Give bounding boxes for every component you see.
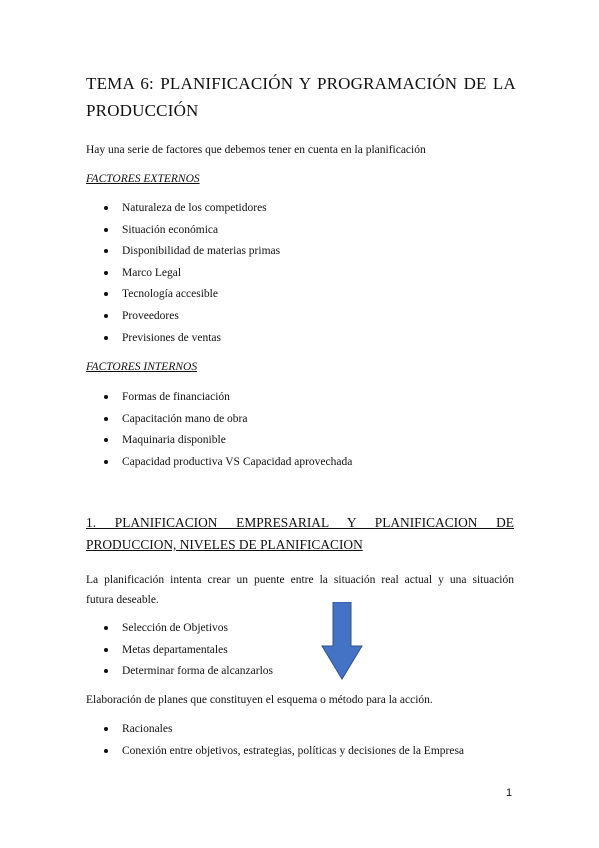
list-item: Situación económica [86, 223, 280, 245]
list-item: Marco Legal [86, 266, 280, 288]
external-factors-list [86, 201, 280, 352]
section-paragraph-line-2: futura deseable. [86, 594, 159, 606]
internal-factors-heading: FACTORES INTERNOS [86, 361, 198, 373]
objectives-list [86, 621, 273, 686]
list-item: Capacitación mano de obra [86, 412, 352, 434]
title-line-1: TEMA 6: PLANIFICACIÓN Y PROGRAMACIÓN DE LA [86, 74, 516, 93]
list-item: Disponibilidad de materias primas [86, 244, 280, 266]
plans-list [86, 722, 464, 765]
section-heading-line-2: PRODUCCION, NIVELES DE PLANIFICACION [86, 537, 363, 552]
section-heading [86, 512, 514, 556]
section-paragraph-line-1: La planificación intenta crear un puente entre la situación real actual y una situación [86, 574, 514, 586]
list-item: Racionales [86, 722, 464, 744]
down-arrow-icon [321, 602, 363, 680]
list-item: Previsiones de ventas [86, 331, 280, 353]
list-item: Selección de Objetivos [86, 621, 273, 643]
list-item: Conexión entre objetivos, estrategias, políticas y decisiones de la Empresa [86, 744, 464, 766]
list-item: Formas de financiación [86, 390, 352, 412]
title-line-2: PRODUCCIÓN [86, 101, 199, 120]
list-item: Proveedores [86, 309, 280, 331]
plans-paragraph: Elaboración de planes que constituyen el esquema o método para la acción. [86, 694, 433, 706]
external-factors-heading: FACTORES EXTERNOS [86, 173, 200, 185]
list-item: Maquinaria disponible [86, 433, 352, 455]
section-paragraph [86, 570, 514, 610]
intro-paragraph: Hay una serie de factores que debemos tener en cuenta en la planificación [86, 144, 426, 156]
internal-factors-list [86, 390, 352, 476]
list-item: Naturaleza de los competidores [86, 201, 280, 223]
list-item: Capacidad productiva VS Capacidad aprovechada [86, 455, 352, 477]
page-number: 1 [506, 787, 513, 799]
list-item: Tecnología accesible [86, 287, 280, 309]
list-item: Metas departamentales [86, 643, 273, 665]
list-item: Determinar forma de alcanzarlos [86, 664, 273, 686]
page-title [86, 70, 516, 124]
section-heading-line-1: 1. PLANIFICACION EMPRESARIAL Y PLANIFICACION DE [86, 515, 514, 530]
